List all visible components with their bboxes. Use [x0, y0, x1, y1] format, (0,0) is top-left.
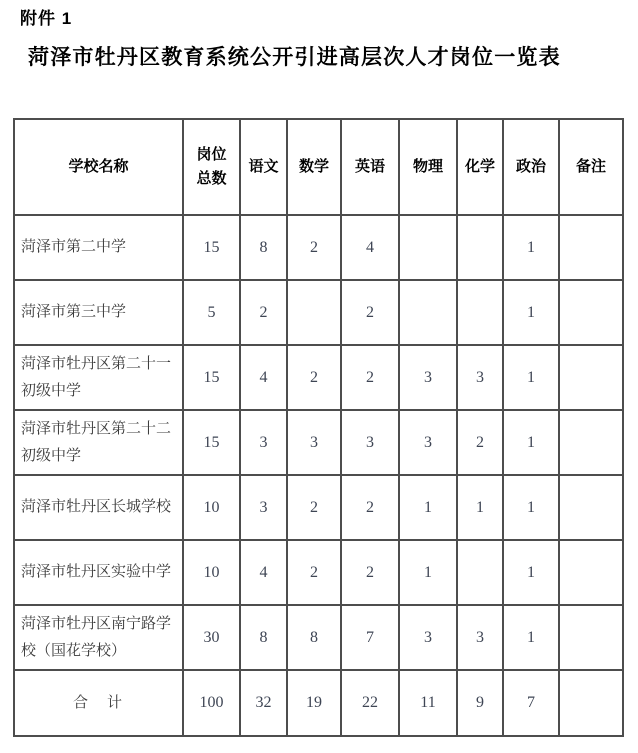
attachment-label: 附件 1	[20, 9, 73, 28]
header-chinese: 语文	[240, 119, 287, 215]
total-cell: 15	[183, 410, 240, 475]
english-cell: 2	[341, 280, 399, 345]
physics-cell: 3	[399, 605, 457, 670]
chemistry-cell: 3	[457, 345, 503, 410]
school-name-cell: 菏泽市牡丹区南宁路学校（国花学校）	[14, 605, 183, 670]
header-physics: 物理	[399, 119, 457, 215]
math-cell: 8	[287, 605, 341, 670]
header-total-positions-label: 岗位总数	[196, 146, 227, 187]
physics-cell: 1	[399, 540, 457, 605]
math-cell: 2	[287, 215, 341, 280]
total-cell: 5	[183, 280, 240, 345]
table-row	[14, 215, 623, 280]
physics-cell: 1	[399, 475, 457, 540]
chemistry-cell: 1	[457, 475, 503, 540]
school-name-cell: 菏泽市牡丹区第二十一初级中学	[14, 345, 183, 410]
header-politics: 政治	[503, 119, 559, 215]
total-cell: 100	[183, 670, 240, 736]
chinese-cell: 4	[240, 345, 287, 410]
remarks-cell	[559, 670, 623, 736]
politics-cell: 1	[503, 540, 559, 605]
chinese-cell: 32	[240, 670, 287, 736]
math-cell: 2	[287, 540, 341, 605]
header-chemistry: 化学	[457, 119, 503, 215]
total-cell: 15	[183, 215, 240, 280]
physics-cell: 11	[399, 670, 457, 736]
english-cell: 2	[341, 345, 399, 410]
math-cell: 3	[287, 410, 341, 475]
physics-cell: 3	[399, 345, 457, 410]
total-cell: 30	[183, 605, 240, 670]
positions-table	[13, 118, 624, 737]
english-cell: 7	[341, 605, 399, 670]
politics-cell: 1	[503, 475, 559, 540]
remarks-cell	[559, 410, 623, 475]
remarks-cell	[559, 345, 623, 410]
school-name-cell: 菏泽市第三中学	[14, 280, 183, 345]
chemistry-cell: 9	[457, 670, 503, 736]
politics-cell: 1	[503, 605, 559, 670]
table-row	[14, 280, 623, 345]
header-math: 数学	[287, 119, 341, 215]
school-name-cell: 菏泽市牡丹区实验中学	[14, 540, 183, 605]
total-cell: 15	[183, 345, 240, 410]
english-cell: 4	[341, 215, 399, 280]
remarks-cell	[559, 280, 623, 345]
chinese-cell: 8	[240, 605, 287, 670]
math-cell: 2	[287, 345, 341, 410]
english-cell: 2	[341, 540, 399, 605]
table-row	[14, 345, 623, 410]
total-row-label: 合 计	[14, 670, 183, 736]
physics-cell	[399, 215, 457, 280]
politics-cell: 7	[503, 670, 559, 736]
politics-cell: 1	[503, 215, 559, 280]
chinese-cell: 2	[240, 280, 287, 345]
table-header-row	[14, 119, 623, 215]
total-cell: 10	[183, 540, 240, 605]
chinese-cell: 3	[240, 475, 287, 540]
english-cell: 2	[341, 475, 399, 540]
politics-cell: 1	[503, 280, 559, 345]
chemistry-cell: 3	[457, 605, 503, 670]
total-cell: 10	[183, 475, 240, 540]
english-cell: 22	[341, 670, 399, 736]
chinese-cell: 3	[240, 410, 287, 475]
table-row	[14, 605, 623, 670]
remarks-cell	[559, 475, 623, 540]
math-cell: 2	[287, 475, 341, 540]
chemistry-cell	[457, 540, 503, 605]
remarks-cell	[559, 215, 623, 280]
school-name-cell: 菏泽市牡丹区第二十二初级中学	[14, 410, 183, 475]
header-school-name: 学校名称	[14, 119, 183, 215]
table-row	[14, 475, 623, 540]
chinese-cell: 8	[240, 215, 287, 280]
physics-cell: 3	[399, 410, 457, 475]
chemistry-cell	[457, 215, 503, 280]
remarks-cell	[559, 540, 623, 605]
math-cell	[287, 280, 341, 345]
politics-cell: 1	[503, 345, 559, 410]
math-cell: 19	[287, 670, 341, 736]
chinese-cell: 4	[240, 540, 287, 605]
chemistry-cell	[457, 280, 503, 345]
header-total-positions	[183, 119, 240, 215]
header-english: 英语	[341, 119, 399, 215]
english-cell: 3	[341, 410, 399, 475]
header-remarks: 备注	[559, 119, 623, 215]
remarks-cell	[559, 605, 623, 670]
politics-cell: 1	[503, 410, 559, 475]
table-row	[14, 410, 623, 475]
page-title: 菏泽市牡丹区教育系统公开引进高层次人才岗位一览表	[28, 46, 561, 69]
school-name-cell: 菏泽市第二中学	[14, 215, 183, 280]
physics-cell	[399, 280, 457, 345]
table-total-row	[14, 670, 623, 736]
chemistry-cell: 2	[457, 410, 503, 475]
table-row	[14, 540, 623, 605]
school-name-cell: 菏泽市牡丹区长城学校	[14, 475, 183, 540]
